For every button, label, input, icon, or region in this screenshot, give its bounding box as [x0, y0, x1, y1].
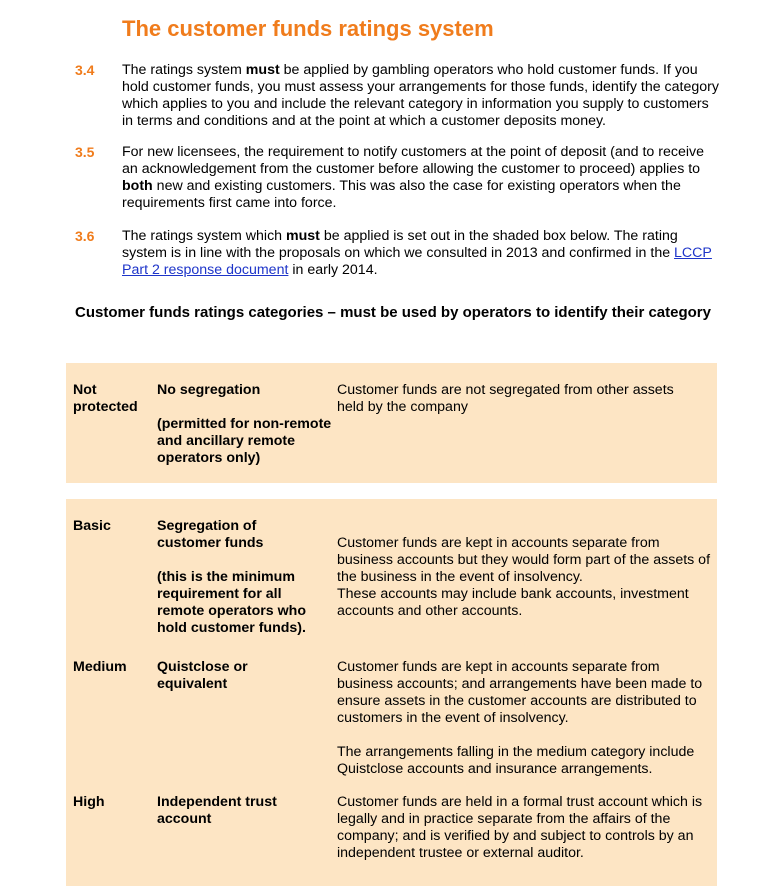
paragraph-text [122, 62, 722, 130]
category-level: Not protected [73, 382, 138, 415]
category-level: Medium [73, 659, 127, 675]
category-name [157, 518, 322, 637]
category-note: (this is the minimum requirement for all remote operators who hold customer funds). [157, 569, 306, 636]
text-run: new and existing customers. This was also the case for existing operators when the requirements first came into force. [122, 178, 681, 211]
emphasis: must [286, 228, 320, 244]
category-name [157, 659, 277, 693]
emphasis: both [122, 178, 153, 194]
text-run: be applied is set out in the shaded box below. The rating system is in line with the proposals on which we consulted in 2013 and confirmed in the [122, 228, 678, 261]
text-run: be applied by gambling operators who hold customer funds. If you hold customer funds, you must assess your arrangements for those funds, identify the category which applies to you and include the relevant category in information you supply to customers in terms and conditions and at the point at which a customer deposits money. [122, 62, 719, 129]
text-run: For new licensees, the requirement to notify customers at the point of deposit (and to receive an acknowledgement from the customer before allowing the customer to proceed) applies to [122, 144, 704, 177]
category-level: Basic [73, 518, 111, 534]
text-run: The ratings system which [122, 228, 287, 244]
category-level: High [73, 794, 105, 810]
lccp-response-link[interactable]: LCCP Part 2 response document [122, 245, 712, 278]
category-title: Quistclose or equivalent [157, 659, 248, 692]
paragraph-number: 3.5 [75, 144, 95, 160]
category-description [337, 794, 709, 862]
category-description [337, 518, 717, 620]
category-note: (permitted for non-remote and ancillary remote operators only) [157, 416, 332, 466]
category-description [337, 659, 717, 778]
emphasis: must [245, 62, 280, 78]
text-run: The ratings system [122, 62, 246, 78]
description-text: Customer funds are kept in accounts separate from business accounts; and arrangements have been made to ensure assets in the customer accounts are distributed to customers in the event of insolvency. [337, 659, 703, 726]
paragraph-number: 3.6 [75, 228, 95, 244]
description-text: The arrangements falling in the medium category include Quistclose accounts and insurance arrangements. [337, 744, 695, 777]
category-description [337, 382, 697, 416]
description-text: Customer funds are not segregated from other assets held by the company [337, 382, 674, 415]
text-run: in early 2014. [288, 262, 378, 278]
description-text: Customer funds are held in a formal trust account which is legally and in practice separate from the affairs of the company; and is verified by and subject to controls by an independent trustee or external auditor. [337, 794, 703, 861]
category-title: No segregation [157, 382, 261, 398]
paragraph-number: 3.4 [75, 62, 95, 78]
page-title: The customer funds ratings system [122, 16, 494, 41]
paragraph-text [122, 144, 722, 212]
table-heading: Customer funds ratings categories – must be used by operators to identify their category [75, 304, 711, 321]
category-name [157, 794, 297, 828]
paragraph-text [122, 228, 722, 279]
category-title: Independent trust account [157, 794, 277, 827]
category-title: Segregation of customer funds [157, 518, 264, 551]
description-text: Customer funds are kept in accounts separate from business accounts but they would form part of the assets of the business in the event of insolvency. These accounts may include bank accounts, investment accounts and other accounts. [337, 535, 711, 619]
category-name [157, 382, 332, 467]
